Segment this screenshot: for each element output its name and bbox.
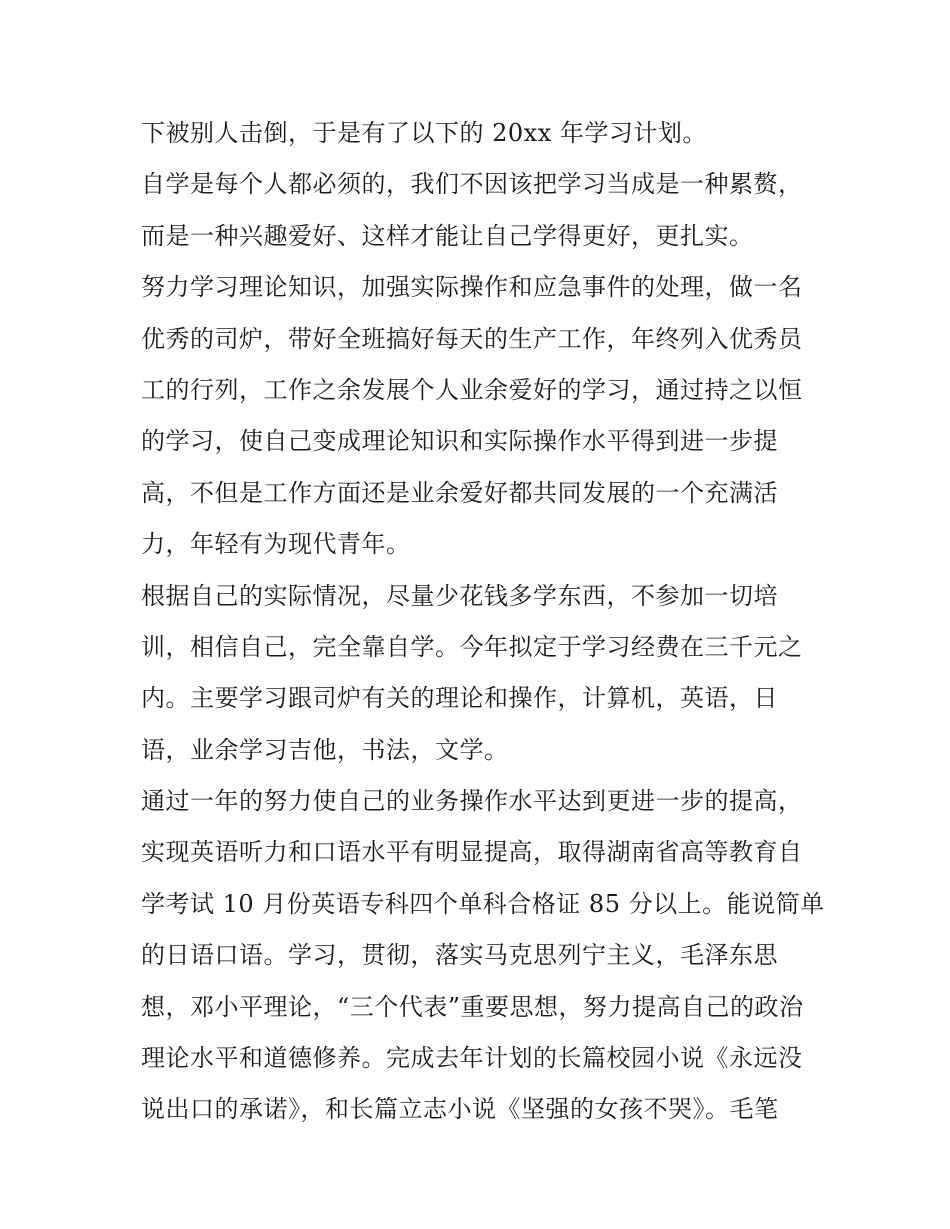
text-line: 通过一年的努力使自己的业务操作水平达到更进一步的提高， xyxy=(141,787,803,816)
text-line: 想，邓小平理论，“三个代表”重要思想，努力提高自己的政治 xyxy=(141,992,804,1021)
text-line: 的日语口语。学习，贯彻，落实马克思列宁主义，毛泽东思 xyxy=(141,941,778,970)
text-line: 理论水平和道德修养。完成去年计划的长篇校园小说《永远没 xyxy=(141,1044,803,1073)
text-line: 工的行列，工作之余发展个人业余爱好的学习，通过持之以恒 xyxy=(141,375,803,404)
text-line: 实现英语听力和口语水平有明显提高，取得湖南省高等教育自 xyxy=(141,838,803,867)
text-line: 说出口的承诺》，和长篇立志小说《坚强的女孩不哭》。毛笔 xyxy=(141,1095,779,1124)
text-line: 高，不但是工作方面还是业余爱好都共同发展的一个充满活 xyxy=(141,478,778,507)
text-line: 自学是每个人都必须的，我们不因该把学习当成是一种累赘， xyxy=(141,170,803,199)
text-line: 的学习，使自己变成理论知识和实际操作水平得到进一步提 xyxy=(141,427,778,456)
text-line: 训，相信自己，完全靠自学。今年拟定于学习经费在三千元之 xyxy=(141,632,803,661)
document-body xyxy=(141,108,825,1136)
text-line: 力，年轻有为现代青年。 xyxy=(141,530,411,559)
text-line: 下被别人击倒，于是有了以下的 20xx 年学习计划。 xyxy=(141,119,707,147)
text-line: 根据自己的实际情况，尽量少花钱多学东西，不参加一切培 xyxy=(141,581,778,610)
text-line: 努力学习理论知识，加强实际操作和应急事件的处理，做一名 xyxy=(141,273,803,302)
text-line: 而是一种兴趣爱好、这样才能让自己学得更好，更扎实。 xyxy=(141,221,754,250)
text-line: 学考试 10 月份英语专科四个单科合格证 85 分以上。能说简单 xyxy=(141,889,825,918)
text-line: 语，业余学习吉他，书法，文学。 xyxy=(141,735,509,764)
text-line: 内。主要学习跟司炉有关的理论和操作，计算机，英语，日 xyxy=(141,684,778,713)
text-line: 优秀的司炉，带好全班搞好每天的生产工作，年终列入优秀员 xyxy=(141,324,803,353)
